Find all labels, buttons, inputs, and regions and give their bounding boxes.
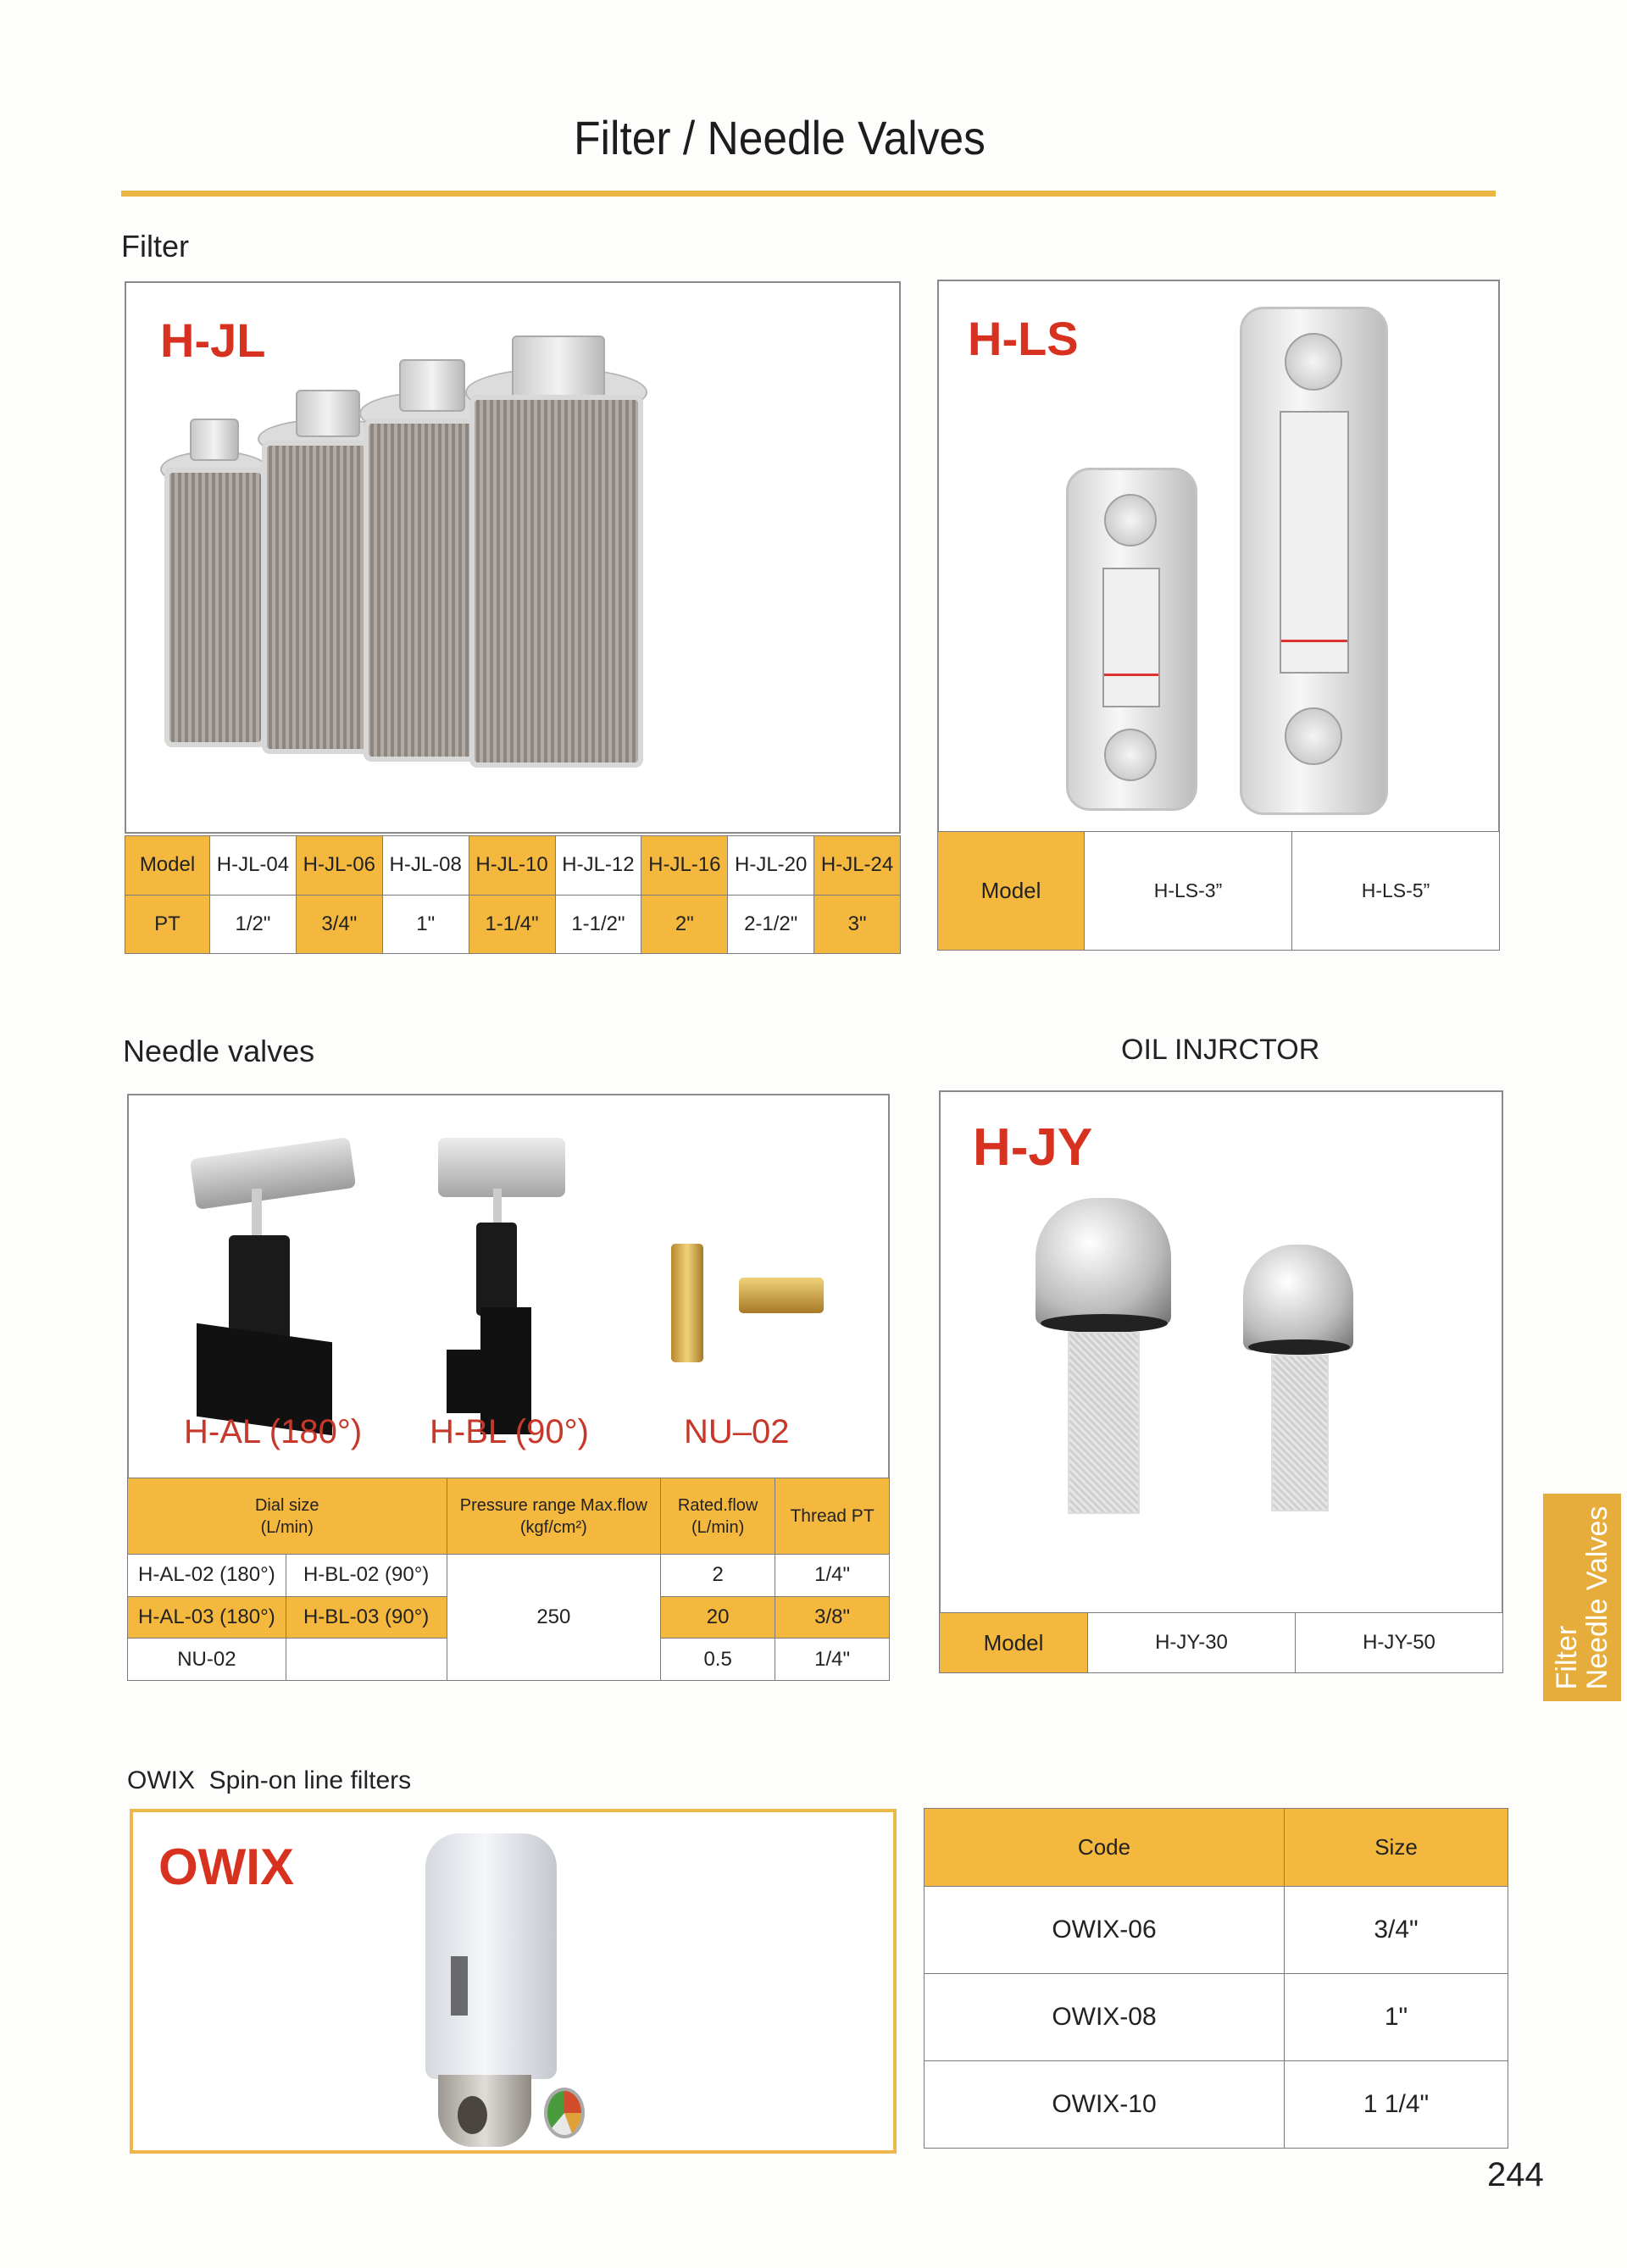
table-cell: 2-1/2": [728, 895, 814, 954]
table-cell: H-JL-12: [555, 836, 641, 896]
table-cell: NU-02: [128, 1639, 286, 1681]
table-cell: OWIX-06: [925, 1887, 1285, 1974]
product-label-nu-02: NU–02: [684, 1413, 790, 1450]
table-cell: 1/4": [775, 1555, 890, 1597]
table-header-row: [925, 1809, 1508, 1887]
header-label: Dial size: [254, 1495, 319, 1515]
table-cell: H-JL-08: [382, 836, 469, 896]
table-cell: OWIX-10: [925, 2061, 1285, 2149]
table-cell: H-BL-03 (90°): [286, 1596, 447, 1639]
hjl-spec-table: [125, 835, 901, 954]
header-code: Code: [925, 1809, 1285, 1887]
side-tab-line2: Needle Valves: [1581, 1506, 1613, 1689]
owix-product-panel: [130, 1809, 897, 2154]
table-cell: H-JL-10: [469, 836, 555, 896]
owix-spec-table: [924, 1808, 1508, 2149]
table-row: [940, 1613, 1503, 1673]
hjy-product-image: [941, 1092, 1502, 1612]
table-cell: H-JL-20: [728, 836, 814, 896]
needle-valves-spec-table: [127, 1478, 890, 1681]
table-cell: 3/4": [296, 895, 382, 954]
table-cell: 1/2": [210, 895, 297, 954]
table-header-row: [128, 1478, 890, 1555]
side-tab-line1: Filter: [1551, 1625, 1583, 1689]
hjl-product-panel: [125, 281, 901, 834]
table-cell: H-AL-02 (180°): [128, 1555, 286, 1597]
hls-product-image: [939, 281, 1498, 831]
row-label-model: Model: [940, 1613, 1088, 1673]
table-cell: [286, 1639, 447, 1681]
table-cell: 0.5: [661, 1639, 775, 1681]
hjl-product-image: [126, 283, 899, 832]
hls-product-panel: [937, 280, 1500, 833]
table-row: [925, 1887, 1508, 1974]
section-heading-owix: OWIX Spin-on line filters: [127, 1766, 412, 1794]
hjl-brand: H-JL: [160, 313, 266, 367]
table-cell: OWIX-08: [925, 1974, 1285, 2061]
page-title: Filter / Needle Valves: [574, 111, 986, 164]
table-cell: 1 1/4": [1285, 2061, 1508, 2149]
table-cell-pressure: 250: [447, 1555, 661, 1681]
header-label: Pressure range Max.flow: [459, 1495, 647, 1515]
owix-brand: OWIX: [158, 1838, 294, 1895]
table-row: [938, 832, 1500, 951]
row-label-pt: PT: [125, 895, 210, 954]
product-label-h-bl: H-BL (90°): [430, 1413, 589, 1450]
header-unit: (L/min): [260, 1517, 314, 1537]
header-rated-flow: [661, 1478, 775, 1555]
header-thread-pt: Thread PT: [775, 1478, 890, 1555]
side-tab-label: [1552, 1506, 1613, 1689]
table-cell: 1": [1285, 1974, 1508, 2061]
section-side-tab[interactable]: [1543, 1494, 1621, 1701]
table-row: [128, 1555, 890, 1597]
table-cell: 3/8": [775, 1596, 890, 1639]
hls-spec-table: [937, 831, 1500, 951]
owix-product-image: [133, 1812, 893, 2150]
hjy-spec-table: [939, 1612, 1503, 1673]
title-divider: [121, 191, 1496, 197]
table-cell: 2: [661, 1555, 775, 1597]
section-heading-oil-injector: OIL INJRCTOR: [1121, 1034, 1320, 1066]
table-cell: 1": [382, 895, 469, 954]
header-unit: (L/min): [691, 1517, 745, 1537]
table-cell: 1/4": [775, 1639, 890, 1681]
table-cell: H-JY-30: [1088, 1613, 1296, 1673]
table-cell: H-LS-5”: [1292, 832, 1500, 951]
table-cell: 20: [661, 1596, 775, 1639]
table-cell: H-JL-06: [296, 836, 382, 896]
header-pressure: [447, 1478, 661, 1555]
header-label: Rated.flow: [677, 1495, 758, 1515]
table-cell: 3/4": [1285, 1887, 1508, 1974]
header-dial-size: [128, 1478, 447, 1555]
table-cell: 1-1/4": [469, 895, 555, 954]
header-unit: (kgf/cm²): [519, 1517, 587, 1537]
header-size: Size: [1285, 1809, 1508, 1887]
table-row: [925, 1974, 1508, 2061]
table-cell: H-JL-24: [814, 836, 901, 896]
table-cell: 2": [641, 895, 728, 954]
table-row: [925, 2061, 1508, 2149]
section-heading-filter: Filter: [121, 229, 189, 263]
page-number: 244: [1487, 2156, 1544, 2193]
table-cell: 3": [814, 895, 901, 954]
table-cell: H-BL-02 (90°): [286, 1555, 447, 1597]
table-cell: H-AL-03 (180°): [128, 1596, 286, 1639]
table-cell: H-JL-16: [641, 836, 728, 896]
hjy-brand: H-JY: [973, 1118, 1093, 1177]
hls-brand: H-LS: [968, 312, 1079, 365]
row-label-model: Model: [125, 836, 210, 896]
hjy-product-panel: [939, 1090, 1503, 1614]
table-row: [125, 836, 901, 896]
table-cell: H-JY-50: [1296, 1613, 1503, 1673]
table-cell: H-JL-04: [210, 836, 297, 896]
section-heading-needle-valves: Needle valves: [123, 1034, 315, 1068]
product-label-h-al: H-AL (180°): [184, 1413, 363, 1450]
table-row: [125, 895, 901, 954]
row-label-model: Model: [938, 832, 1085, 951]
table-cell: 1-1/2": [555, 895, 641, 954]
table-cell: H-LS-3”: [1085, 832, 1292, 951]
needle-valves-product-panel: [127, 1094, 890, 1479]
